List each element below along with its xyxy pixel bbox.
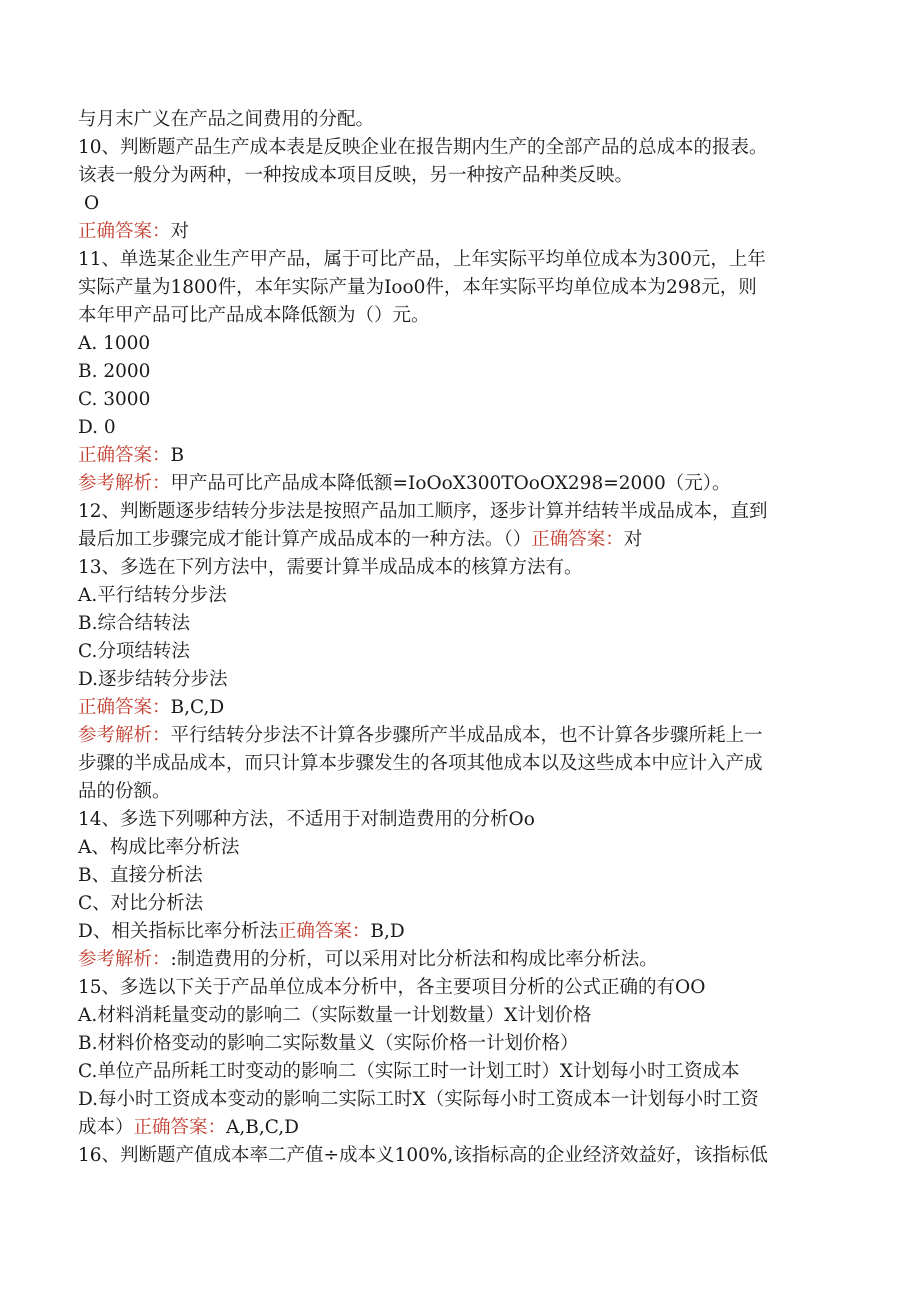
question-13: 13、多选在下列方法中，需要计算半成品成本的核算方法有。 [78, 557, 583, 578]
explanation-14: 参考解析：:制造费用的分析，可以采用对比分析法和构成比率分析法。 [78, 949, 658, 970]
explanation-label: 参考解析： [78, 949, 171, 970]
correct-answer-11: 正确答案：B [78, 445, 185, 466]
correct-answer-label: 正确答案： [78, 697, 171, 718]
document-page [78, 106, 838, 1170]
option-c: C. 3000 [78, 389, 151, 410]
question-14: 14、多选下列哪种方法，不适用于对制造费用的分析Oo [78, 809, 535, 830]
question-16: 16、判断题产值成本率二产值÷成本义100%,该指标高的企业经济效益好，该指标低 [78, 1145, 768, 1166]
correct-answer-label: 正确答案： [78, 221, 171, 242]
question-12-line-2: 最后加工步骤完成才能计算产成品成本的一种方法。（）正确答案：对 [78, 529, 643, 550]
option-b: B、直接分析法 [78, 865, 203, 886]
question-11-line-1: 11、单选某企业生产甲产品，属于可比产品，上年实际平均单位成本为300元，上年 [78, 249, 766, 270]
correct-answer-label: 正确答案： [133, 1117, 227, 1138]
option-a: A. 1000 [78, 333, 151, 354]
question-11-line-3: 本年甲产品可比产品成本降低额为（）元。 [78, 305, 430, 326]
option-a: A、构成比率分析法 [78, 837, 240, 858]
correct-answer-label: 正确答案： [78, 445, 171, 466]
option-c: C.分项结转法 [78, 641, 190, 662]
option-d-with-answer: D、相关指标比率分析法正确答案：B,D [78, 921, 405, 942]
question-10-line-1: 10、判断题产品生产成本表是反映企业在报告期内生产的全部产品的总成本的报表。 [78, 137, 768, 158]
explanation-13-line-2: 步骤的半成品成本，而只计算本步骤发生的各项其他成本以及这些成本中应计入产成 [78, 753, 763, 774]
option-b: B.综合结转法 [78, 613, 190, 634]
option-c: C、对比分析法 [78, 893, 204, 914]
correct-answer-label: 正确答案： [531, 529, 624, 550]
text-line: 与月末广义在产品之间费用的分配。 [78, 109, 375, 130]
option-d-line-2-with-answer: 成本）正确答案：A,B,C,D [78, 1117, 299, 1138]
option-b: B. 2000 [78, 361, 151, 382]
question-15: 15、多选以下关于产品单位成本分析中，各主要项目分析的公式正确的有OO [78, 977, 706, 998]
explanation-11: 参考解析：甲产品可比产品成本降低额=IoOoX300TOoOX298=2000（元）。 [78, 473, 731, 494]
explanation-label: 参考解析： [78, 473, 171, 494]
question-10-line-2: 该表一般分为两种，一种按成本项目反映，另一种按产品种类反映。 [78, 165, 634, 186]
option-a: A.材料消耗量变动的影响二（实际数量一计划数量）X计划价格 [78, 1005, 592, 1026]
explanation-label: 参考解析： [78, 725, 171, 746]
correct-answer-label: 正确答案： [277, 921, 371, 942]
explanation-13-line-1: 参考解析：平行结转分步法不计算各步骤所产半成品成本，也不计算各步骤所耗上一 [78, 725, 763, 746]
answer-blank: O [84, 193, 100, 214]
option-d-line-1: D.每小时工资成本变动的影响二实际工时X（实际每小时工资成本一计划每小时工资 [78, 1089, 759, 1110]
option-d: D.逐步结转分步法 [78, 669, 228, 690]
question-12-line-1: 12、判断题逐步结转分步法是按照产品加工顺序，逐步计算并结转半成品成本，直到 [78, 501, 768, 522]
correct-answer-10: 正确答案：对 [78, 221, 190, 242]
option-c: C.单位产品所耗工时变动的影响二（实际工时一计划工时）X计划每小时工资成本 [78, 1061, 740, 1082]
option-a: A.平行结转分步法 [78, 585, 227, 606]
option-b: B.材料价格变动的影响二实际数量义（实际价格一计划价格） [78, 1033, 579, 1054]
option-d: D. 0 [78, 417, 116, 438]
question-11-line-2: 实际产量为1800件，本年实际产量为Ioo0件，本年实际平均单位成本为298元，则 [78, 277, 757, 298]
correct-answer-13: 正确答案：B,C,D [78, 697, 225, 718]
explanation-13-line-3: 品的份额。 [78, 781, 171, 802]
